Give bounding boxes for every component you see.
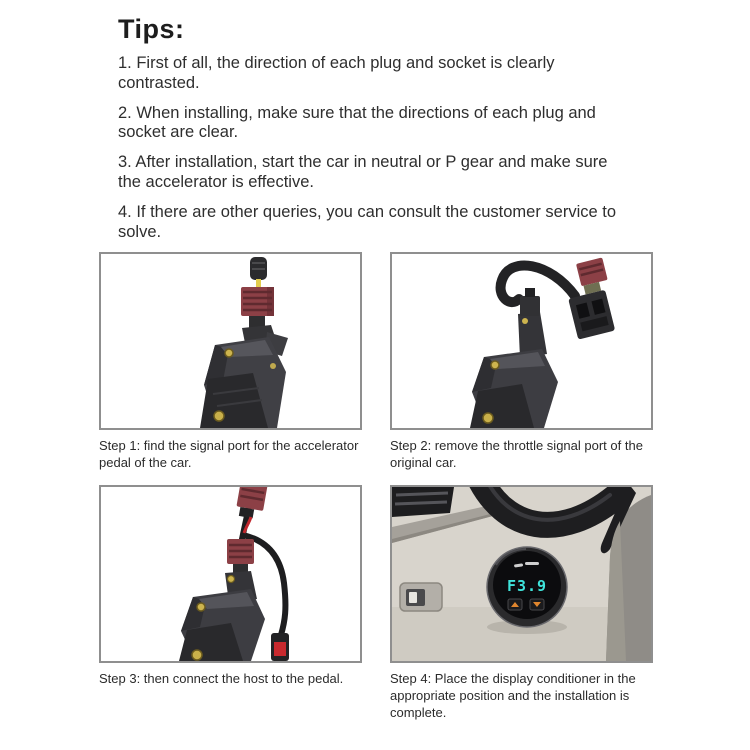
accelerator-pedal-illustration	[101, 254, 360, 428]
page-title: Tips:	[118, 14, 185, 44]
car-dashboard-scene	[392, 487, 651, 661]
tip-2: 2. When installing, make sure that the directions of each plug and socket are clear.	[118, 103, 596, 142]
step-3-photo	[99, 485, 362, 663]
step-1-caption: Step 1: find the signal port for the accelerator pedal of the car.	[99, 438, 359, 471]
tip-1: 1. First of all, the direction of each plug and socket is clearly contrasted.	[118, 54, 555, 92]
device-display-value: F3.9	[506, 577, 548, 596]
step-2-caption: Step 2: remove the throttle signal port of the original car.	[390, 438, 643, 471]
tips-section	[0, 0, 640, 242]
step-4-caption: Step 4: Place the display conditioner in the appropriate position and the installation is complete.	[390, 671, 636, 720]
step-1-photo	[99, 252, 362, 430]
tip-4: 4. If there are other queries, you can consult the customer service to solve.	[118, 202, 617, 241]
step-2-figure	[390, 252, 670, 472]
window-switch	[400, 583, 442, 611]
harness-connected-illustration	[101, 487, 360, 661]
steps-grid	[99, 252, 750, 721]
step-3-caption: Step 3: then connect the host to the pedal.	[99, 671, 344, 687]
tip-3: 3. After installation, start the car in neutral or P gear and make sure the accelerator is effective.	[118, 153, 608, 191]
plug-removal-illustration	[392, 254, 651, 428]
step-2-photo	[390, 252, 653, 430]
step-1-figure	[99, 252, 390, 472]
air-vent	[392, 487, 454, 517]
step-4-photo	[390, 485, 653, 663]
step-3-figure	[99, 485, 390, 722]
step-4-figure	[390, 485, 670, 722]
